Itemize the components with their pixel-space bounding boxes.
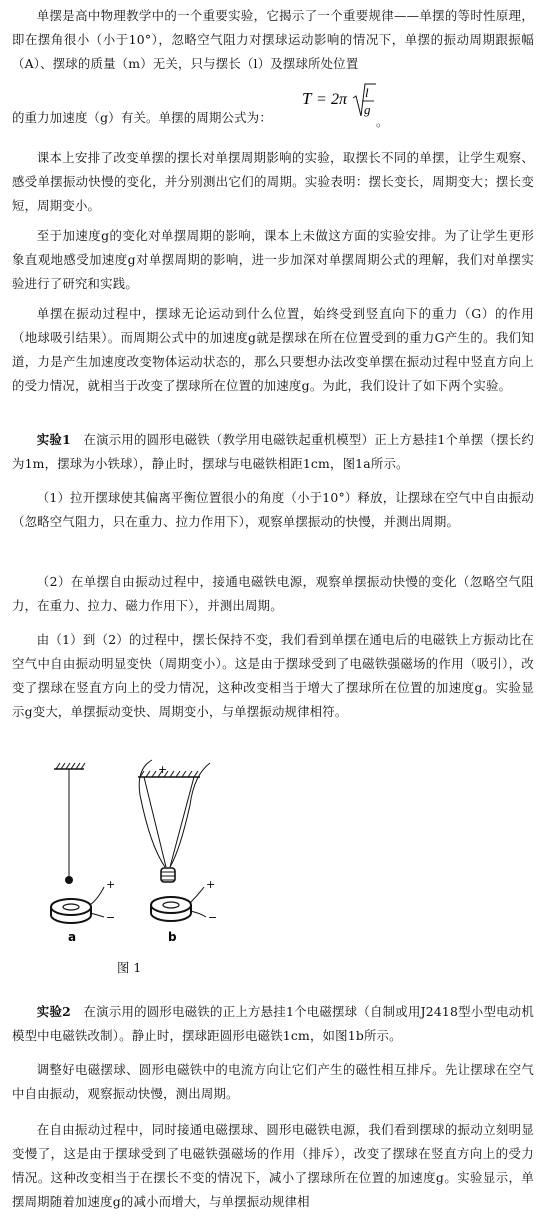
pendulum-string-b-left [144,777,166,867]
paragraph-experiment-2: 实验2 在演示用的圆形电磁铁的正上方悬挂1个电磁摆球（自制或用J2418型小型电动机模型中电磁铁改制）。静止时，摆球距圆形电磁铁1cm，如图1b所示。 [12,1004,534,1043]
paragraph-setup-2: 调整好电磁摆球、圆形电磁铁中的电流方向让它们产生的磁性相互排斥。先让摆球在空气中自由振动，观察振动快慢，测出周期。 [12,1062,534,1101]
label-b: b [168,930,177,944]
electromagnet-a-hole [63,904,79,910]
plus-b: + [206,878,216,891]
minus-b: − [208,911,218,924]
experiment-1-label: 实验1 [36,432,71,447]
paragraph-intro-tail: 的重力加速度（g）有关。单摆的周期公式为： [12,110,272,125]
minus-a: − [106,911,116,924]
electromagnet-a-top [51,899,91,915]
plus-b-top: + [158,763,168,776]
wire-b-minus [190,911,206,917]
experiment-2-label: 实验2 [36,1004,71,1019]
formula-numerator: l [365,85,369,100]
paragraph-acceleration: 至于加速度g的变化对单摆周期的影响，课本上未做这方面的实验安排。为了让学生更形象直观地感受加速度g对单摆周期的影响，进一步加深对单摆周期公式的理解，我们对单摆实验进行了研究和实践。 [12,228,534,291]
label-a: a [68,930,77,944]
paragraph-gravity-analysis: 单摆在振动过程中，摆球无论运动到什么位置，始终受到竖直向下的重力（G）的作用（地球吸引结果）。而周期公式中的加速度g就是摆球在所在位置受到的重力G产生的。我们知道，力是产生加速度改变物体运动状态的，那么只要想办法改变单摆在振动过程中竖直方向上的受力情况，就相当于改变了摆球所在位置的加速度g。为此，我们设计了如下两个实验。 [12,306,534,393]
paragraph-intro: 单摆是高中物理教学中的一个重要实验，它揭示了一个重要规律——单摆的等时性原理，即在摆角很小（小于10°），忽略空气阻力对摆球运动影响的情况下，单摆的振动周期跟振幅（A）、摆球的质量（m）无关，只与摆长（l）及摆球所处位置 [12,8,534,71]
wire-a-minus [90,913,104,917]
paragraph-experiment-1: 实验1 在演示用的圆形电磁铁（教学用电磁铁起重机模型）正上方悬挂1个单摆（摆长约为1m，摆球为小铁球），静止时，摆球与电磁铁相距1cm，图1a所示。 [12,432,534,471]
formula-denominator: g [364,102,371,117]
paragraph-step-1: （1）拉开摆球使其偏离平衡位置很小的角度（小于10°）释放，让摆球在空气中自由振动（忽略空气阻力，只在重力、拉力作用下），观察单摆振动的快慢，并测出周期。 [12,490,534,529]
paragraph-result-2: 在自由振动过程中，同时接通电磁摆球、圆形电磁铁电源，我们看到摆球的振动立刻明显变慢了，这是由于摆球受到了电磁铁强磁场的作用（排斥），改变了摆球在竖直方向上的受力情况。这种改变相当于在摆长不变的情况下，减小了摆球所在位置的加速度g。实验显示，单摆周期随着加速度g的减小而增大，与单摆振动规律相 [12,1122,534,1209]
paragraph-result-1: 由（1）到（2）的过程中，摆长保持不变，我们看到单摆在通电后的电磁铁上方振动比在空气中自由振动明显变快（周期变小）。这是由于摆球受到了电磁铁强磁场的作用（吸引），改变了摆球在竖直方向上的受力情况，这种改变相当于增大了摆球所在位置的加速度g。实验显示g变大，单摆振动变快、周期变小，与单摆振动规律相符。 [12,632,534,719]
electromagnet-b-hole [163,902,179,908]
formula-eq: = [317,91,327,108]
formula-pendulum-period [300,82,390,132]
electromagnet-b-top [151,897,191,913]
paragraph-textbook-experiment: 课本上安排了改变单摆的摆长对单摆周期影响的实验，取摆长不同的单摆，让学生观察、感受单摆振动快慢的变化，并分别测出它们的周期。实验表明：摆长变长，周期变大；摆长变短，周期变小。 [12,150,534,213]
figure-1a [51,763,115,944]
pendulum-ball-a [65,876,73,884]
figure-1b [138,760,217,944]
wire-a-plus [90,887,104,905]
paragraph-step-2: （2）在单摆自由振动过程中，接通电磁铁电源，观察单摆振动快慢的变化（忽略空气阻力，在重力、拉力、磁力作用下），并测出周期。 [12,574,534,613]
formula-coef: 2π [331,91,348,108]
plus-a: + [106,878,116,891]
figure-caption: 图1 [117,960,146,975]
ceiling-hatch-a [56,763,85,769]
formula-lhs: T [302,89,312,108]
wire-b-plus [190,887,204,903]
formula-period-end: 。 [376,114,389,129]
pendulum-string-b-right [170,777,194,867]
lead-wire-b-right [170,763,210,867]
ceiling-hatch-b [140,771,198,777]
figure-1 [40,755,280,985]
